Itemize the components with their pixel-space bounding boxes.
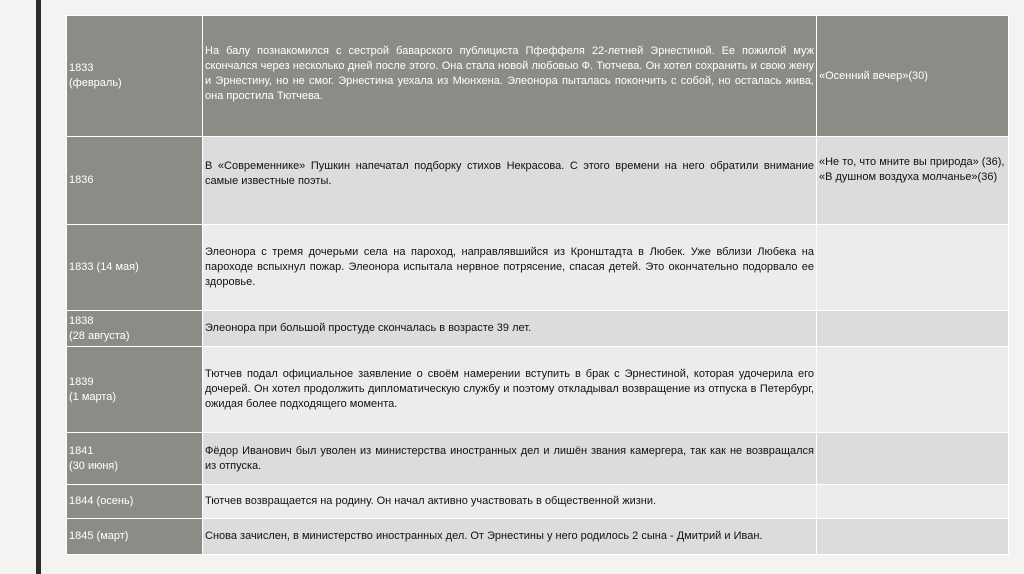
poems-cell bbox=[817, 225, 1009, 311]
event-cell: Элеонора с тремя дочерьми села на пароход, направлявшийся из Кронштадта в Любек. Уже вблизи Любека на пароходе вспыхнул пожар. Элеонора испытала нервное потрясение, спасая детей. Это окончательно подорвало ее здоровье. bbox=[203, 225, 817, 311]
date-cell: 1838 (28 августа) bbox=[67, 311, 203, 347]
table-row bbox=[67, 485, 1009, 519]
date-cell: 1836 bbox=[67, 137, 203, 225]
table-row bbox=[67, 433, 1009, 485]
event-cell: Фёдор Иванович был уволен из министерства иностранных дел и лишён звания камергера, так как не возвращался из отпуска. bbox=[203, 433, 817, 485]
poems-cell bbox=[817, 311, 1009, 347]
poems-cell bbox=[817, 433, 1009, 485]
table-row bbox=[67, 347, 1009, 433]
poems-cell: «Не то, что мните вы природа» (36), «В душном воздуха молчанье»(36) bbox=[817, 137, 1009, 225]
event-cell: Снова зачислен, в министерство иностранных дел. От Эрнестины у него родилось 2 сына - Дмитрий и Иван. bbox=[203, 519, 817, 555]
table-row bbox=[67, 519, 1009, 555]
left-accent-stripe bbox=[36, 0, 41, 574]
event-cell: Тютчев подал официальное заявление о своём намерении вступить в брак с Эрнестиной, которая удочерила его дочерей. Он хотел продолжить дипломатическую службу и поэтому откладывал возвращение из отпуска в Петербург, ожидая более подходящего момента. bbox=[203, 347, 817, 433]
table-row bbox=[67, 225, 1009, 311]
event-cell: Элеонора при большой простуде скончалась в возрасте 39 лет. bbox=[203, 311, 817, 347]
table-row bbox=[67, 137, 1009, 225]
event-cell: Тютчев возвращается на родину. Он начал активно участвовать в общественной жизни. bbox=[203, 485, 817, 519]
date-cell: 1845 (март) bbox=[67, 519, 203, 555]
poems-cell: «Осенний вечер»(30) bbox=[817, 16, 1009, 137]
poems-cell bbox=[817, 485, 1009, 519]
poems-cell bbox=[817, 519, 1009, 555]
event-cell: На балу познакомился с сестрой баварского публициста Пфеффеля 22-летней Эрнестиной. Ее пожилой муж скончался через несколько дней после этого. Она стала новой любовью Ф. Тютчева. Он хотел сохранить и свою жену и Эрнестину, но не смог. Эрнестина уехала из Мюнхена. Элеонора пыталась покончить с собой, но осталась жива, она простила Тютчева. bbox=[203, 16, 817, 137]
table-row bbox=[67, 311, 1009, 347]
date-cell: 1841 (30 июня) bbox=[67, 433, 203, 485]
date-cell: 1844 (осень) bbox=[67, 485, 203, 519]
date-cell: 1833 (14 мая) bbox=[67, 225, 203, 311]
event-cell: В «Современнике» Пушкин напечатал подборку стихов Некрасова. С этого времени на него обратили внимание самые известные поэты. bbox=[203, 137, 817, 225]
biography-table bbox=[66, 15, 1009, 555]
date-cell: 1833 (февраль) bbox=[67, 16, 203, 137]
table-row bbox=[67, 16, 1009, 137]
poems-cell bbox=[817, 347, 1009, 433]
date-cell: 1839 (1 марта) bbox=[67, 347, 203, 433]
